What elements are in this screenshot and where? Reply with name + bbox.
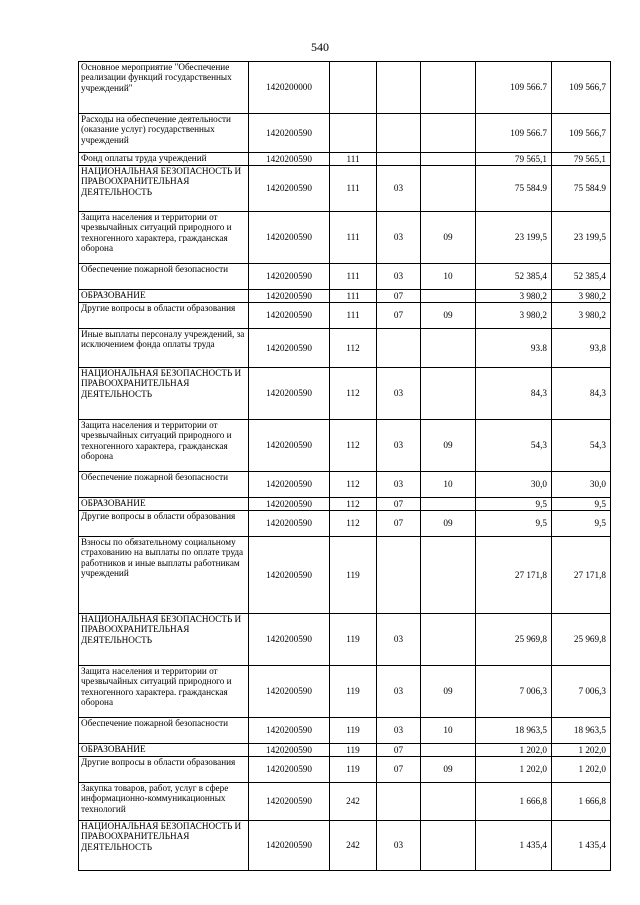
amount-approved-cell: 9,5 xyxy=(552,511,611,537)
table-row xyxy=(79,614,611,666)
amount-cell: 54,3 xyxy=(476,420,552,472)
expense-type-cell: 111 xyxy=(330,290,377,303)
budget-table xyxy=(78,61,611,871)
amount-cell: 1 202,0 xyxy=(476,757,552,783)
section-cell: 03 xyxy=(377,666,421,718)
target-article-cell: 1420200590 xyxy=(249,303,330,329)
expense-type-cell: 119 xyxy=(330,666,377,718)
subsection-cell xyxy=(421,329,476,368)
target-article-cell: 1420200590 xyxy=(249,537,330,614)
target-article-cell: 1420200590 xyxy=(249,212,330,264)
table-row xyxy=(79,821,611,871)
subsection-cell xyxy=(421,290,476,303)
row-name-cell: Обеспечение пожарной безопасности xyxy=(79,718,249,744)
expense-type-cell: 119 xyxy=(330,537,377,614)
row-name-cell: Защита населения и территории от чрезвычайных ситуаций природного и техногенного характера, гражданская оборона xyxy=(79,212,249,264)
amount-cell: 1 435,4 xyxy=(476,821,552,871)
amount-cell: 1 202,0 xyxy=(476,744,552,757)
expense-type-cell: 112 xyxy=(330,368,377,420)
row-name-cell: Фонд оплаты труда учреждений xyxy=(79,153,249,166)
table-row xyxy=(79,62,611,114)
section-cell xyxy=(377,783,421,821)
subsection-cell xyxy=(421,744,476,757)
expense-type-cell: 112 xyxy=(330,472,377,498)
amount-approved-cell: 3 980,2 xyxy=(552,303,611,329)
expense-type-cell: 119 xyxy=(330,744,377,757)
subsection-cell: 09 xyxy=(421,212,476,264)
section-cell xyxy=(377,153,421,166)
target-article-cell: 1420200590 xyxy=(249,498,330,511)
row-name-cell: Основное мероприятие "Обеспечение реализации функций государственных учреждений" xyxy=(79,62,249,114)
table-row xyxy=(79,420,611,472)
expense-type-cell: 111 xyxy=(330,264,377,290)
row-name-cell: ОБРАЗОВАНИЕ xyxy=(79,744,249,757)
subsection-cell: 10 xyxy=(421,718,476,744)
expense-type-cell: 111 xyxy=(330,166,377,212)
subsection-cell: 10 xyxy=(421,472,476,498)
table-row xyxy=(79,114,611,153)
target-article-cell: 1420200590 xyxy=(249,783,330,821)
section-cell xyxy=(377,329,421,368)
section-cell: 07 xyxy=(377,757,421,783)
subsection-cell: 09 xyxy=(421,511,476,537)
expense-type-cell: 111 xyxy=(330,153,377,166)
section-cell: 07 xyxy=(377,744,421,757)
amount-approved-cell: 30,0 xyxy=(552,472,611,498)
amount-cell: 18 963,5 xyxy=(476,718,552,744)
amount-approved-cell: 75 584.9 xyxy=(552,166,611,212)
row-name-cell: Обеспечение пожарной безопасности xyxy=(79,264,249,290)
subsection-cell xyxy=(421,62,476,114)
row-name-cell: Защита населения и территории от чрезвычайных ситуаций природного и техногенного характера. гражданская оборона xyxy=(79,666,249,718)
row-name-cell: ОБРАЗОВАНИЕ xyxy=(79,498,249,511)
expense-type-cell: 119 xyxy=(330,757,377,783)
target-article-cell: 1420200590 xyxy=(249,166,330,212)
row-name-cell: НАЦИОНАЛЬНАЯ БЕЗОПАСНОСТЬ И ПРАВООХРАНИТЕЛЬНАЯ ДЕЯТЕЛЬНОСТЬ xyxy=(79,166,249,212)
amount-approved-cell: 25 969,8 xyxy=(552,614,611,666)
amount-approved-cell: 7 006,3 xyxy=(552,666,611,718)
subsection-cell xyxy=(421,821,476,871)
table-row xyxy=(79,783,611,821)
target-article-cell: 1420200590 xyxy=(249,614,330,666)
amount-cell: 25 969,8 xyxy=(476,614,552,666)
table-row xyxy=(79,666,611,718)
amount-approved-cell: 109 566,7 xyxy=(552,62,611,114)
amount-cell: 52 385,4 xyxy=(476,264,552,290)
row-name-cell: Другие вопросы в области образования xyxy=(79,511,249,537)
subsection-cell xyxy=(421,783,476,821)
amount-cell: 109 566.7 xyxy=(476,114,552,153)
amount-approved-cell: 79 565,1 xyxy=(552,153,611,166)
subsection-cell: 10 xyxy=(421,264,476,290)
amount-cell: 79 565,1 xyxy=(476,153,552,166)
amount-cell: 3 980,2 xyxy=(476,303,552,329)
table-row xyxy=(79,368,611,420)
expense-type-cell: 112 xyxy=(330,498,377,511)
section-cell: 03 xyxy=(377,166,421,212)
amount-approved-cell: 1 202,0 xyxy=(552,744,611,757)
target-article-cell: 1420200590 xyxy=(249,264,330,290)
amount-cell: 84,3 xyxy=(476,368,552,420)
table-row xyxy=(79,718,611,744)
amount-cell: 93.8 xyxy=(476,329,552,368)
target-article-cell: 1420200590 xyxy=(249,511,330,537)
row-name-cell: Расходы на обеспечение деятельности (оказание услуг) государственных учреждений xyxy=(79,114,249,153)
table-row xyxy=(79,290,611,303)
subsection-cell xyxy=(421,537,476,614)
expense-type-cell: 112 xyxy=(330,329,377,368)
amount-cell: 9,5 xyxy=(476,498,552,511)
amount-cell: 27 171,8 xyxy=(476,537,552,614)
target-article-cell: 1420200590 xyxy=(249,821,330,871)
row-name-cell: НАЦИОНАЛЬНАЯ БЕЗОПАСНОСТЬ И ПРАВООХРАНИТЕЛЬНАЯ ДЕЯТЕЛЬНОСТЬ xyxy=(79,821,249,871)
subsection-cell xyxy=(421,166,476,212)
amount-approved-cell: 1 435,4 xyxy=(552,821,611,871)
table-row xyxy=(79,498,611,511)
amount-cell: 109 566.7 xyxy=(476,62,552,114)
target-article-cell: 1420200590 xyxy=(249,420,330,472)
subsection-cell xyxy=(421,153,476,166)
target-article-cell: 1420200590 xyxy=(249,666,330,718)
table-row xyxy=(79,511,611,537)
amount-approved-cell: 52 385,4 xyxy=(552,264,611,290)
target-article-cell: 1420200590 xyxy=(249,290,330,303)
target-article-cell: 1420200590 xyxy=(249,114,330,153)
table-row xyxy=(79,212,611,264)
section-cell: 07 xyxy=(377,498,421,511)
subsection-cell: 09 xyxy=(421,666,476,718)
table-row xyxy=(79,153,611,166)
subsection-cell xyxy=(421,114,476,153)
budget-table-body xyxy=(79,62,611,871)
amount-approved-cell: 84,3 xyxy=(552,368,611,420)
amount-approved-cell: 109 566,7 xyxy=(552,114,611,153)
expense-type-cell: 119 xyxy=(330,718,377,744)
row-name-cell: НАЦИОНАЛЬНАЯ БЕЗОПАСНОСТЬ И ПРАВООХРАНИТЕЛЬНАЯ ДЕЯТЕЛЬНОСТЬ xyxy=(79,614,249,666)
expense-type-cell: 242 xyxy=(330,821,377,871)
table-row xyxy=(79,166,611,212)
amount-approved-cell: 23 199,5 xyxy=(552,212,611,264)
table-row xyxy=(79,472,611,498)
subsection-cell: 09 xyxy=(421,757,476,783)
subsection-cell: 09 xyxy=(421,420,476,472)
target-article-cell: 1420200590 xyxy=(249,744,330,757)
section-cell: 03 xyxy=(377,472,421,498)
section-cell xyxy=(377,114,421,153)
amount-cell: 23 199,5 xyxy=(476,212,552,264)
row-name-cell: ОБРАЗОВАНИЕ xyxy=(79,290,249,303)
table-row xyxy=(79,329,611,368)
row-name-cell: Обеспечение пожарной безопасности xyxy=(79,472,249,498)
target-article-cell: 1420200590 xyxy=(249,757,330,783)
section-cell: 03 xyxy=(377,212,421,264)
expense-type-cell xyxy=(330,114,377,153)
amount-approved-cell: 93,8 xyxy=(552,329,611,368)
row-name-cell: НАЦИОНАЛЬНАЯ БЕЗОПАСНОСТЬ И ПРАВООХРАНИТЕЛЬНАЯ ДЕЯТЕЛЬНОСТЬ xyxy=(79,368,249,420)
section-cell: 03 xyxy=(377,718,421,744)
amount-cell: 30,0 xyxy=(476,472,552,498)
amount-cell: 7 006,3 xyxy=(476,666,552,718)
amount-approved-cell: 9,5 xyxy=(552,498,611,511)
subsection-cell xyxy=(421,498,476,511)
section-cell: 03 xyxy=(377,264,421,290)
target-article-cell: 1420200590 xyxy=(249,329,330,368)
target-article-cell: 1420200590 xyxy=(249,153,330,166)
amount-cell: 9,5 xyxy=(476,511,552,537)
subsection-cell xyxy=(421,614,476,666)
amount-approved-cell: 54,3 xyxy=(552,420,611,472)
table-row xyxy=(79,264,611,290)
table-row xyxy=(79,537,611,614)
amount-approved-cell: 1 202,0 xyxy=(552,757,611,783)
subsection-cell: 09 xyxy=(421,303,476,329)
amount-cell: 3 980,2 xyxy=(476,290,552,303)
row-name-cell: Другие вопросы в области образования xyxy=(79,303,249,329)
row-name-cell: Взносы по обязательному социальному страхованию на выплаты по оплате труда работников и иные выплаты работникам учреждений xyxy=(79,537,249,614)
expense-type-cell: 242 xyxy=(330,783,377,821)
row-name-cell: Иные выплаты персоналу учреждений, за исключением фонда оплаты труда xyxy=(79,329,249,368)
expense-type-cell: 119 xyxy=(330,614,377,666)
section-cell: 03 xyxy=(377,821,421,871)
amount-approved-cell: 3 980,2 xyxy=(552,290,611,303)
expense-type-cell: 112 xyxy=(330,420,377,472)
row-name-cell: Защита населения и территории от чрезвычайных ситуаций природного и техногенного характера, гражданская оборона xyxy=(79,420,249,472)
section-cell: 07 xyxy=(377,303,421,329)
row-name-cell: Другие вопросы в области образования xyxy=(79,757,249,783)
amount-cell: 1 666,8 xyxy=(476,783,552,821)
section-cell: 07 xyxy=(377,511,421,537)
amount-approved-cell: 27 171,8 xyxy=(552,537,611,614)
section-cell: 03 xyxy=(377,368,421,420)
table-row xyxy=(79,744,611,757)
subsection-cell xyxy=(421,368,476,420)
amount-approved-cell: 18 963,5 xyxy=(552,718,611,744)
expense-type-cell: 111 xyxy=(330,212,377,264)
target-article-cell: 1420200000 xyxy=(249,62,330,114)
row-name-cell: Закупка товаров, работ, услуг в сфере информационно-коммуникационных технологий xyxy=(79,783,249,821)
expense-type-cell: 111 xyxy=(330,303,377,329)
target-article-cell: 1420200590 xyxy=(249,368,330,420)
table-row xyxy=(79,757,611,783)
section-cell xyxy=(377,537,421,614)
target-article-cell: 1420200590 xyxy=(249,718,330,744)
page-number: 540 xyxy=(311,40,329,54)
table-row xyxy=(79,303,611,329)
section-cell xyxy=(377,62,421,114)
expense-type-cell: 112 xyxy=(330,511,377,537)
amount-approved-cell: 1 666,8 xyxy=(552,783,611,821)
section-cell: 03 xyxy=(377,614,421,666)
section-cell: 07 xyxy=(377,290,421,303)
amount-cell: 75 584.9 xyxy=(476,166,552,212)
target-article-cell: 1420200590 xyxy=(249,472,330,498)
section-cell: 03 xyxy=(377,420,421,472)
expense-type-cell xyxy=(330,62,377,114)
